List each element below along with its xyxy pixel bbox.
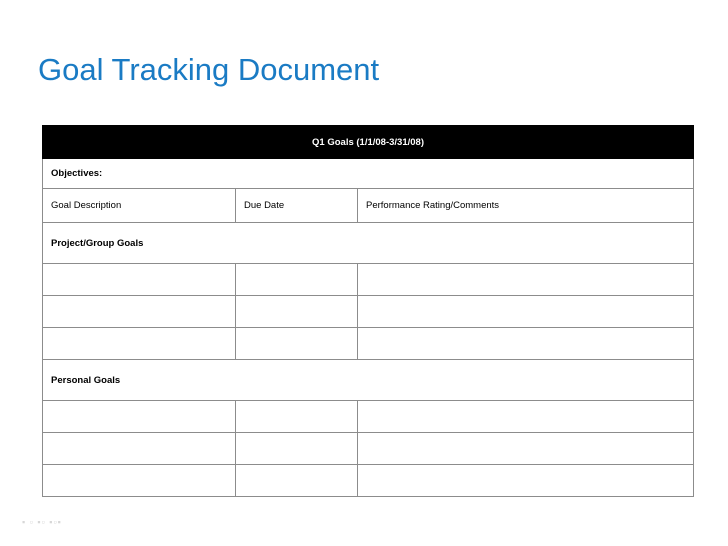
goal-description-cell[interactable] [43, 433, 236, 465]
due-date-cell[interactable] [236, 433, 358, 465]
column-header-performance-rating: Performance Rating/Comments [358, 189, 694, 223]
goal-description-cell[interactable] [43, 328, 236, 360]
performance-comments-cell[interactable] [358, 401, 694, 433]
page-title: Goal Tracking Document [38, 52, 380, 87]
objectives-label: Objectives: [43, 159, 694, 189]
footer-watermark: ▪ ▫ ▪▫ ▪▫▪ [22, 517, 62, 527]
table-row [43, 328, 694, 360]
due-date-cell[interactable] [236, 328, 358, 360]
goal-description-cell[interactable] [43, 401, 236, 433]
due-date-cell[interactable] [236, 465, 358, 497]
table-header-row [43, 126, 694, 159]
section-row-project-group-goals [43, 223, 694, 264]
performance-comments-cell[interactable] [358, 296, 694, 328]
due-date-cell[interactable] [236, 264, 358, 296]
table-row [43, 433, 694, 465]
table-row [43, 264, 694, 296]
performance-comments-cell[interactable] [358, 465, 694, 497]
performance-comments-cell[interactable] [358, 328, 694, 360]
due-date-cell[interactable] [236, 296, 358, 328]
performance-comments-cell[interactable] [358, 433, 694, 465]
section-row-personal-goals [43, 360, 694, 401]
section-label-personal-goals: Personal Goals [43, 360, 694, 401]
goal-tracking-table [42, 125, 694, 497]
section-label-project-group-goals: Project/Group Goals [43, 223, 694, 264]
goal-description-cell[interactable] [43, 465, 236, 497]
due-date-cell[interactable] [236, 401, 358, 433]
table-row [43, 465, 694, 497]
objectives-row [43, 159, 694, 189]
table-row [43, 401, 694, 433]
quarter-header: Q1 Goals (1/1/08-3/31/08) [43, 126, 694, 159]
goal-description-cell[interactable] [43, 296, 236, 328]
table-row [43, 296, 694, 328]
performance-comments-cell[interactable] [358, 264, 694, 296]
column-header-goal-description: Goal Description [43, 189, 236, 223]
column-header-due-date: Due Date [236, 189, 358, 223]
goal-description-cell[interactable] [43, 264, 236, 296]
column-headers-row [43, 189, 694, 223]
